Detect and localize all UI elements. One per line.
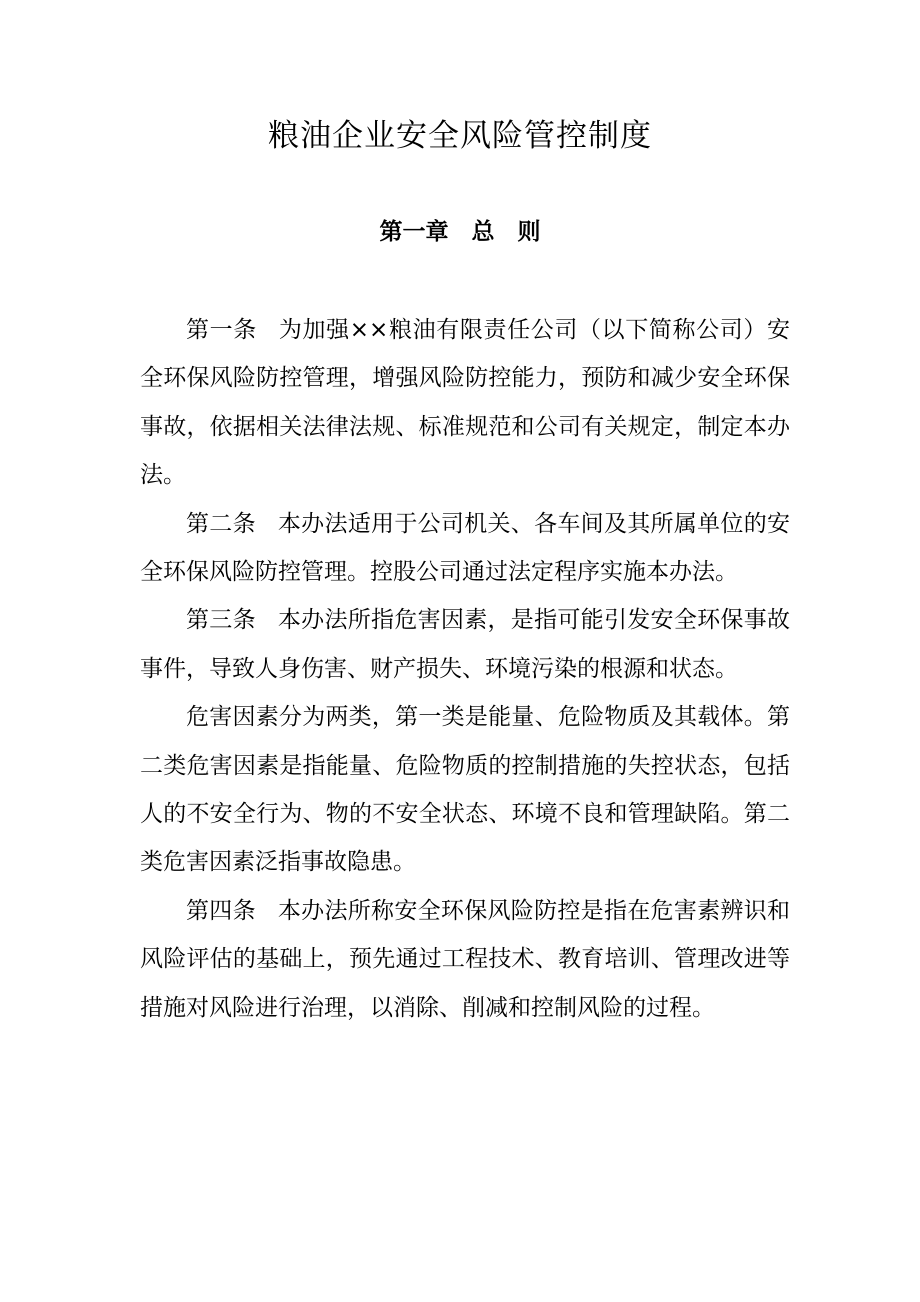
document-title: 粮油企业安全风险管控制度 <box>268 118 652 154</box>
article-label: 第一条 <box>186 317 257 343</box>
article-label: 第二条 <box>186 510 256 537</box>
article-4 <box>140 887 790 1032</box>
article-3 <box>140 596 790 693</box>
article-text: 本办法所指危害因素，是指可能引发安全环保事故事件，导致人身伤害、财产损失、环境污染的根源和状态。 <box>140 607 790 682</box>
document-body <box>140 306 790 1032</box>
article-label: 第三条 <box>186 607 256 634</box>
paragraph-text: 危害因素分为两类，第一类是能量、危险物质及其载体。第二类危害因素是指能量、危险物质的控制措施的失控状态，包括人的不安全行为、物的不安全状态、环境不良和管理缺陷。第二类危害因素泛指事故隐患。 <box>140 704 790 876</box>
chapter-title: 第一章 总 则 <box>379 219 541 245</box>
article-3-continued <box>140 693 790 887</box>
article-label: 第四条 <box>186 897 256 924</box>
article-2 <box>140 500 790 597</box>
article-1 <box>140 306 790 500</box>
article-text: 本办法适用于公司机关、各车间及其所属单位的安全环保风险防控管理。控股公司通过法定程序实施本办法。 <box>140 510 790 586</box>
article-text: 为加强××粮油有限责任公司（以下简称公司）安全环保风险防控管理，增强风险防控能力，预防和减少安全环保事故，依据相关法律法规、标准规范和公司有关规定，制定本办法。 <box>140 317 791 489</box>
article-text: 本办法所称安全环保风险防控是指在危害素辨识和风险评估的基础上，预先通过工程技术、教育培训、管理改进等措施对风险进行治理，以消除、削减和控制风险的过程。 <box>140 897 790 1021</box>
